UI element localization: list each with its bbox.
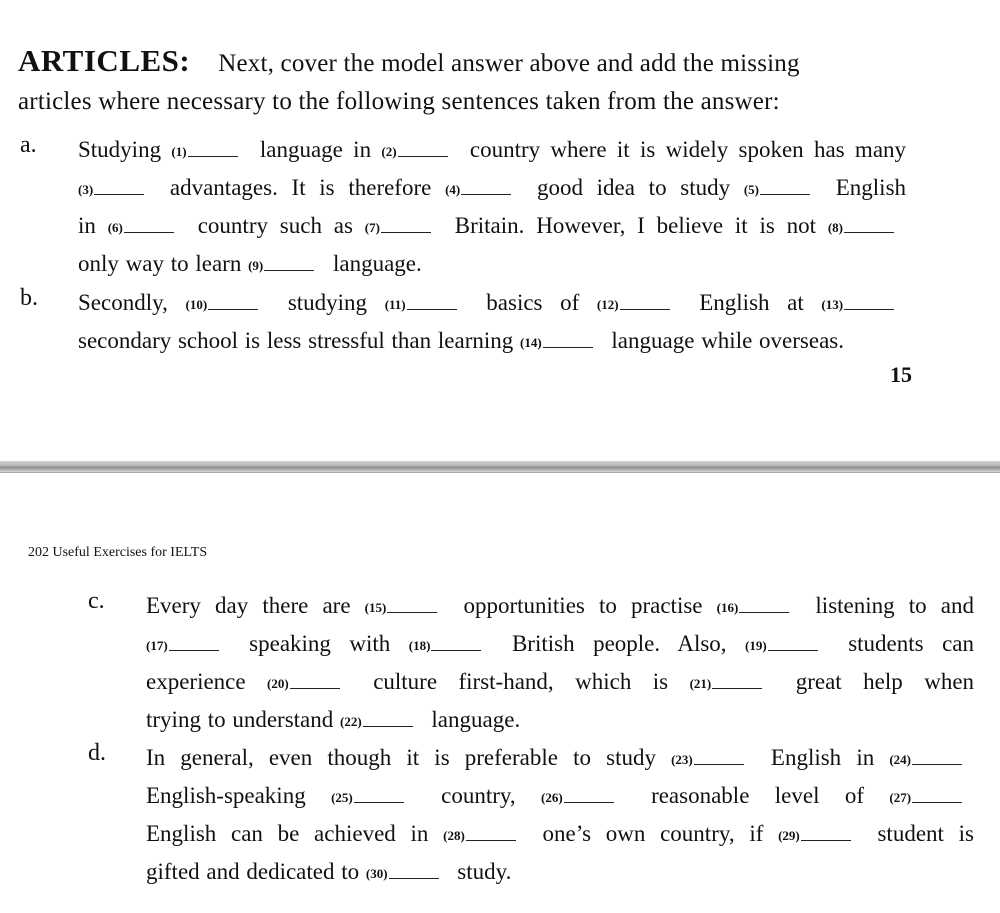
sentence-text: studying [287,290,385,315]
sentence-text: language in [259,137,382,162]
answer-blank[interactable] [94,178,144,195]
answer-blank[interactable] [290,672,340,689]
answer-blank[interactable] [124,216,174,233]
answer-blank[interactable] [264,254,314,271]
answer-blank[interactable] [844,293,894,310]
answer-blank[interactable] [354,786,404,803]
sentence-text: language. [431,707,521,732]
sentence-text: advantages. It is therefore [169,175,446,200]
instruction-line-2: articles where necessary to the following sentences taken from the answer: [18,88,780,115]
sentence-line [78,285,906,323]
sentence-line [78,246,906,284]
answer-blank[interactable] [768,634,818,651]
blank-number: (27) [889,790,912,805]
sentence-line [78,323,906,361]
answer-blank[interactable] [461,178,511,195]
sentence-text: secondary school is less stressful than learning [78,328,520,353]
numbered-blank[interactable] [331,783,416,808]
numbered-blank[interactable] [745,631,830,656]
numbered-blank[interactable] [541,783,626,808]
numbered-blank[interactable] [778,821,863,846]
sentence-text: language while overseas. [611,328,844,353]
sentence-text: English in [770,745,890,770]
numbered-blank[interactable] [340,707,425,732]
blank-number: (8) [827,220,844,235]
answer-blank[interactable] [620,293,670,310]
sentence-text: country such as [197,213,365,238]
numbered-blank[interactable] [671,745,756,770]
blank-number: (3) [78,182,94,197]
answer-blank[interactable] [844,216,894,233]
blank-number: (2) [381,144,397,159]
numbered-blank[interactable] [597,290,682,315]
blank-number: (12) [596,297,619,312]
item-text [146,588,974,740]
answer-blank[interactable] [466,824,516,841]
sentence-line [146,664,974,702]
blank-number: (17) [146,638,168,653]
numbered-blank[interactable] [381,137,459,162]
blank-number: (7) [364,220,380,235]
running-head: 202 Useful Exercises for IELTS [28,545,208,560]
blank-number: (24) [889,752,912,767]
sentence-text: language. [333,251,422,276]
numbered-blank[interactable] [690,669,775,694]
numbered-blank[interactable] [409,631,494,656]
sentence-line [146,816,974,854]
answer-blank[interactable] [739,596,789,613]
blank-number: (16) [716,600,739,615]
item-text [78,132,906,284]
sentence-text: in [78,213,108,238]
sentence-text: English at [699,290,822,315]
blank-number: (5) [743,182,760,197]
numbered-blank[interactable] [717,593,802,618]
numbered-blank[interactable] [365,213,443,238]
blank-number: (14) [520,335,542,350]
item-letter: b. [20,285,38,311]
numbered-blank[interactable] [445,175,523,200]
answer-blank[interactable] [431,634,481,651]
answer-blank[interactable] [694,748,744,765]
blank-number: (19) [745,638,767,653]
sentence-text: country where it is widely spoken has many [469,137,907,162]
blank-number: (21) [689,676,712,691]
sentence-text: speaking with [249,631,409,656]
sentence-text: student is [877,821,974,846]
sentence-text: great help when [795,669,975,694]
numbered-blank[interactable] [78,175,156,200]
page-number: 15 [890,362,912,387]
numbered-blank[interactable] [171,137,249,162]
item-text [146,740,974,892]
answer-blank[interactable] [188,140,238,157]
blank-number: (29) [778,828,800,843]
sentence-text: English-speaking [146,783,332,808]
blank-number: (1) [171,144,187,159]
sentence-line [146,626,974,664]
blank-number: (15) [364,600,387,615]
numbered-blank[interactable] [520,328,605,353]
sentence-line [146,778,974,816]
blank-number: (10) [185,297,208,312]
numbered-blank[interactable] [828,213,906,238]
blank-number: (26) [541,790,563,805]
sentence-text: English [835,175,907,200]
numbered-blank[interactable] [365,593,450,618]
blank-number: (22) [340,714,362,729]
answer-blank[interactable] [389,862,439,879]
sentence-line [78,170,906,208]
instructions [18,42,918,121]
numbered-blank[interactable] [366,859,451,884]
sentence-text: study. [457,859,512,884]
blank-number: (25) [331,790,353,805]
blank-number: (20) [267,676,289,691]
numbered-blank[interactable] [889,783,974,808]
item-letter: d. [88,740,106,766]
blank-number: (9) [248,258,264,273]
sentence-line [146,702,974,740]
sentence-text: basics of [486,290,597,315]
blank-number: (30) [365,866,388,881]
sentence-line [78,132,906,170]
answer-blank[interactable] [381,216,431,233]
sentence-text: British people. Also, [511,631,746,656]
answer-blank[interactable] [543,331,593,348]
answer-blank[interactable] [208,293,258,310]
item-letter: c. [88,588,105,614]
sentence-text: listening to and [815,593,974,618]
answer-blank[interactable] [564,786,614,803]
blank-number: (6) [107,220,123,235]
section-title: ARTICLES: [18,43,191,78]
answer-blank[interactable] [912,786,962,803]
numbered-blank[interactable] [443,821,528,846]
sentence-text: culture first-hand, which is [373,669,690,694]
sentence-text: experience [146,669,268,694]
numbered-blank[interactable] [889,745,974,770]
answer-blank[interactable] [169,634,219,651]
sentence-text: country, [441,783,542,808]
sentence-text: Secondly, [78,290,186,315]
sentence-line [146,588,974,626]
sentence-text: In general, even though it is preferable to study [146,745,672,770]
sentence-text: Britain. However, I believe it is not [454,213,828,238]
sentence-line [146,854,974,892]
item-letter: a. [20,132,37,158]
sentence-text: students can [848,631,975,656]
sentence-text: gifted and dedicated to [146,859,366,884]
answer-blank[interactable] [398,140,448,157]
sentence-text: one’s own country, if [542,821,779,846]
blank-number: (18) [408,638,431,653]
numbered-blank[interactable] [186,290,271,315]
sentence-line [146,740,974,778]
sentence-text: reasonable level of [651,783,890,808]
sentence-text: Studying [78,137,172,162]
blank-number: (4) [445,182,461,197]
numbered-blank[interactable] [248,251,326,276]
numbered-blank[interactable] [267,669,352,694]
blank-number: (11) [384,297,406,312]
numbered-blank[interactable] [821,290,906,315]
sentence-text: only way to learn [78,251,249,276]
sentence-text: trying to understand [146,707,340,732]
numbered-blank[interactable] [146,631,231,656]
sentence-text: opportunities to practise [463,593,717,618]
answer-blank[interactable] [760,178,810,195]
sentence-line [78,208,906,246]
answer-blank[interactable] [801,824,851,841]
blank-number: (28) [443,828,465,843]
numbered-blank[interactable] [385,290,469,315]
sentence-text: Every day there are [146,593,365,618]
numbered-blank[interactable] [108,213,186,238]
answer-blank[interactable] [407,293,457,310]
answer-blank[interactable] [912,748,962,765]
answer-blank[interactable] [363,710,413,727]
sentence-text: English can be achieved in [146,821,444,846]
page-divider [0,461,1000,473]
sentence-text: good idea to study [536,175,744,200]
answer-blank[interactable] [712,672,762,689]
instruction-line-1: Next, cover the model answer above and add the missing [218,50,800,77]
numbered-blank[interactable] [744,175,822,200]
answer-blank[interactable] [387,596,437,613]
blank-number: (13) [821,297,844,312]
blank-number: (23) [671,752,693,767]
item-text [78,285,906,361]
